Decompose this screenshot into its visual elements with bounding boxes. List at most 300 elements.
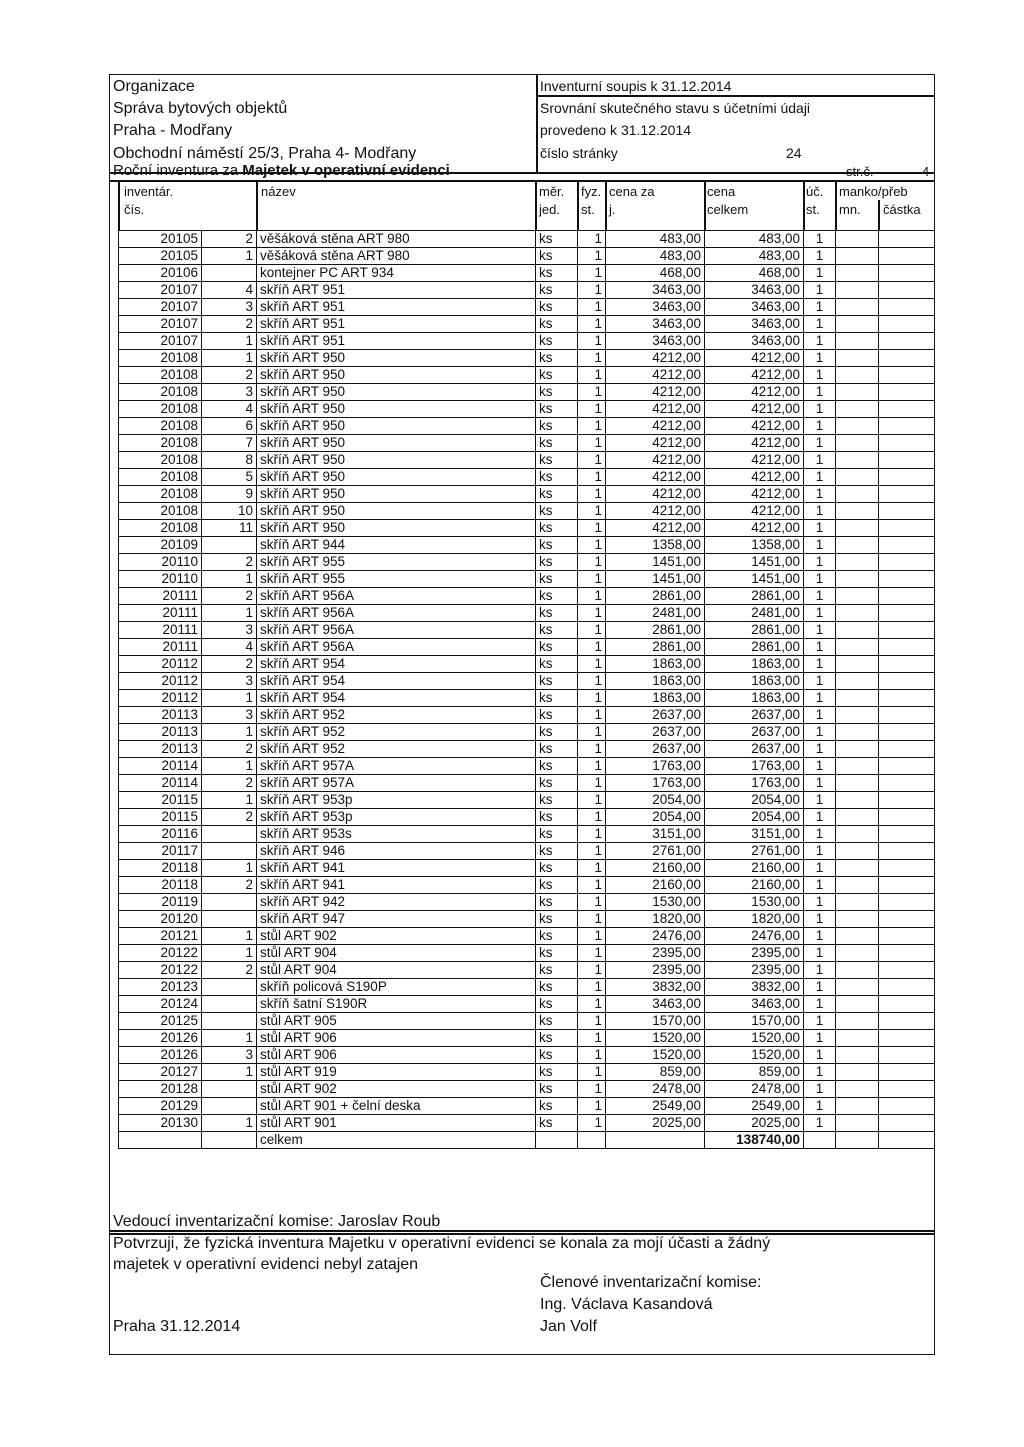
cell-price: 1763,00	[606, 758, 705, 775]
cell-qty: 1	[578, 894, 606, 911]
cell-price: 1820,00	[606, 911, 705, 928]
cell-total: 1570,00	[705, 1013, 804, 1030]
cell-unit: ks	[536, 384, 578, 401]
cell-price: 1863,00	[606, 673, 705, 690]
cell-sub: 9	[202, 486, 257, 503]
cell-inv: 20108	[119, 418, 202, 435]
cell-empty	[836, 775, 879, 792]
cell-empty	[879, 996, 935, 1013]
cell-price: 3463,00	[606, 333, 705, 350]
table-row	[119, 384, 935, 401]
cell-name: stůl ART 906	[257, 1030, 536, 1047]
cell-price: 1451,00	[606, 571, 705, 588]
cell-inv: 20112	[119, 673, 202, 690]
cell-qty: 1	[578, 486, 606, 503]
cell-uc: 1	[804, 588, 836, 605]
cell-price: 2861,00	[606, 588, 705, 605]
col-uc-st: st.	[806, 202, 820, 217]
hdr-sep-3	[535, 180, 537, 230]
confirm-line-1: Potvrzuji, že fyzická inventura Majetku v operativní evidenci se konala za mojí účasti a žádný	[113, 1235, 771, 1252]
cell-empty	[836, 588, 879, 605]
cell-unit: ks	[536, 690, 578, 707]
cell-price: 2761,00	[606, 843, 705, 860]
cell-uc: 1	[804, 741, 836, 758]
cell-price: 4212,00	[606, 401, 705, 418]
cell-total: 1451,00	[705, 571, 804, 588]
cell-inv: 20123	[119, 979, 202, 996]
cell-unit: ks	[536, 316, 578, 333]
cell-empty	[879, 248, 935, 265]
cell-empty	[879, 1081, 935, 1098]
table-row	[119, 843, 935, 860]
cell-qty: 1	[578, 843, 606, 860]
cell-unit: ks	[536, 809, 578, 826]
col-cena: cena	[707, 184, 736, 199]
cell-inv: 20110	[119, 554, 202, 571]
member-1: Ing. Václava Kasandová	[540, 1296, 713, 1313]
table-row	[119, 350, 935, 367]
cell-price: 4212,00	[606, 435, 705, 452]
cell-total: 2160,00	[705, 860, 804, 877]
table-row	[119, 452, 935, 469]
cell-inv: 20110	[119, 571, 202, 588]
cell-unit: ks	[536, 537, 578, 554]
table-row	[119, 1098, 935, 1115]
cell-empty	[836, 622, 879, 639]
cell-empty	[836, 758, 879, 775]
cell-qty: 1	[578, 877, 606, 894]
col-inventar: inventár.	[124, 184, 174, 199]
table-row	[119, 588, 935, 605]
cell-empty	[836, 316, 879, 333]
page-number: 24	[786, 145, 802, 161]
cell-inv: 20112	[119, 690, 202, 707]
cell-empty	[836, 1081, 879, 1098]
cell-unit: ks	[536, 843, 578, 860]
cell-total: 2481,00	[705, 605, 804, 622]
cell-empty	[879, 299, 935, 316]
table-row	[119, 299, 935, 316]
cell-empty	[879, 282, 935, 299]
cell-total: 468,00	[705, 265, 804, 282]
cell-unit: ks	[536, 962, 578, 979]
cell-empty	[879, 333, 935, 350]
cell-sub: 3	[202, 299, 257, 316]
cell-name: skříň ART 957A	[257, 775, 536, 792]
org-address: Obchodní náměstí 25/3, Praha 4- Modřany	[113, 145, 417, 162]
cell-price: 1530,00	[606, 894, 705, 911]
cell-unit: ks	[536, 775, 578, 792]
table-row	[119, 724, 935, 741]
table-row	[119, 962, 935, 979]
cell-sub: 1	[202, 860, 257, 877]
cell-empty	[879, 1047, 935, 1064]
cell-unit: ks	[536, 656, 578, 673]
cell-unit: ks	[536, 792, 578, 809]
cell-total: 1520,00	[705, 1030, 804, 1047]
table-row	[119, 979, 935, 996]
table-row	[119, 401, 935, 418]
table-row	[119, 809, 935, 826]
cell-qty: 1	[578, 537, 606, 554]
cell-uc: 1	[804, 333, 836, 350]
cell-total: 4212,00	[705, 486, 804, 503]
table-row	[119, 775, 935, 792]
cell-unit: ks	[536, 860, 578, 877]
cell-qty: 1	[578, 911, 606, 928]
table-row	[119, 333, 935, 350]
cell-uc: 1	[804, 945, 836, 962]
cell-uc: 1	[804, 962, 836, 979]
table-row	[119, 707, 935, 724]
cell-uc: 1	[804, 690, 836, 707]
cell-uc: 1	[804, 979, 836, 996]
cell-price: 2160,00	[606, 860, 705, 877]
cell-qty: 1	[578, 588, 606, 605]
cell-empty	[836, 299, 879, 316]
cell-qty: 1	[578, 639, 606, 656]
table-row	[119, 758, 935, 775]
cell-unit: ks	[536, 1030, 578, 1047]
cell-qty: 1	[578, 1098, 606, 1115]
cell-total: 2054,00	[705, 809, 804, 826]
cell-total: 1763,00	[705, 775, 804, 792]
cell-sub	[202, 826, 257, 843]
cell-qty: 1	[578, 554, 606, 571]
cell-price: 3151,00	[606, 826, 705, 843]
cell-unit: ks	[536, 571, 578, 588]
cell-uc: 1	[804, 401, 836, 418]
cell-price: 2637,00	[606, 707, 705, 724]
header-rule-top	[536, 95, 934, 97]
cell-total: 4212,00	[705, 401, 804, 418]
cell-uc: 1	[804, 911, 836, 928]
member-2: Jan Volf	[540, 1318, 597, 1335]
cell-uc: 1	[804, 809, 836, 826]
cell-name: skříň ART 941	[257, 877, 536, 894]
cell-name: skříň ART 956A	[257, 639, 536, 656]
cell-unit: ks	[536, 911, 578, 928]
cell-qty: 1	[578, 741, 606, 758]
cell-inv: 20111	[119, 605, 202, 622]
table-row	[119, 282, 935, 299]
cell-qty: 1	[578, 605, 606, 622]
cell-unit: ks	[536, 1064, 578, 1081]
cell-price: 3463,00	[606, 316, 705, 333]
cell-unit: ks	[536, 1047, 578, 1064]
cell-qty: 1	[578, 962, 606, 979]
cell-uc: 1	[804, 520, 836, 537]
cell-qty: 1	[578, 775, 606, 792]
cell-empty	[836, 860, 879, 877]
cell-sub: 2	[202, 367, 257, 384]
cell-uc: 1	[804, 860, 836, 877]
cell-sub: 5	[202, 469, 257, 486]
cell-sub: 1	[202, 928, 257, 945]
cell-inv: 20108	[119, 520, 202, 537]
cell-sub	[202, 537, 257, 554]
table-row	[119, 860, 935, 877]
cell-sub: 1	[202, 571, 257, 588]
cell-sub: 3	[202, 384, 257, 401]
cell-qty: 1	[578, 282, 606, 299]
cell-sub: 2	[202, 316, 257, 333]
cell-unit: ks	[536, 452, 578, 469]
cell-empty	[879, 1064, 935, 1081]
cell-qty: 1	[578, 231, 606, 248]
cell-name: skříň ART 955	[257, 554, 536, 571]
col-fyz: fyz.	[581, 184, 602, 199]
cell-inv: 20111	[119, 622, 202, 639]
cell-unit: ks	[536, 1115, 578, 1132]
cell-uc: 1	[804, 282, 836, 299]
cell-uc: 1	[804, 367, 836, 384]
cell-name: skříň ART 951	[257, 333, 536, 350]
cell-uc: 1	[804, 996, 836, 1013]
hdr-sep-7	[803, 180, 805, 230]
cell-empty	[836, 554, 879, 571]
cell-inv: 20130	[119, 1115, 202, 1132]
cell-name: stůl ART 902	[257, 1081, 536, 1098]
cell-empty	[879, 520, 935, 537]
table-row	[119, 486, 935, 503]
cell-unit: ks	[536, 435, 578, 452]
col-cis: čís.	[124, 202, 145, 217]
cell-price: 2476,00	[606, 928, 705, 945]
cell-unit: ks	[536, 826, 578, 843]
cell-empty	[836, 265, 879, 282]
cell-empty	[836, 962, 879, 979]
cell-unit: ks	[536, 877, 578, 894]
cell-empty	[836, 1064, 879, 1081]
cell-unit: ks	[536, 282, 578, 299]
cell-uc: 1	[804, 299, 836, 316]
cell-unit: ks	[536, 469, 578, 486]
cell-uc: 1	[804, 639, 836, 656]
cell-inv: 20107	[119, 282, 202, 299]
cell-name: skříň ART 950	[257, 486, 536, 503]
cell-sub	[202, 265, 257, 282]
cell-unit: ks	[536, 673, 578, 690]
cell-name: skříň ART 950	[257, 469, 536, 486]
annual-inventory-title	[113, 163, 450, 178]
table-row	[119, 996, 935, 1013]
cell-empty	[879, 571, 935, 588]
cell-name: skříň ART 950	[257, 520, 536, 537]
cell-empty	[836, 571, 879, 588]
table-row	[119, 1115, 935, 1132]
cell-price: 4212,00	[606, 384, 705, 401]
cell-uc: 1	[804, 1064, 836, 1081]
cell-unit: ks	[536, 333, 578, 350]
cell-total: 4212,00	[705, 367, 804, 384]
cell-qty: 1	[578, 809, 606, 826]
cell-inv: 20125	[119, 1013, 202, 1030]
cell-name: skříň ART 955	[257, 571, 536, 588]
cell-sub: 3	[202, 1047, 257, 1064]
hdr-sep-5	[605, 180, 607, 230]
cell-unit: ks	[536, 401, 578, 418]
table-row	[119, 435, 935, 452]
cell-sub: 2	[202, 809, 257, 826]
total-label: celkem	[257, 1132, 536, 1149]
cell-inv: 20108	[119, 367, 202, 384]
cell-empty	[836, 384, 879, 401]
annual-prefix: Roční inventura za	[113, 162, 243, 179]
inventory-compare: Srovnání skutečného stavu s účetními údaji	[540, 100, 811, 116]
cell-empty	[836, 1013, 879, 1030]
cell-inv: 20114	[119, 758, 202, 775]
cell-name: skříň ART 954	[257, 673, 536, 690]
cell-sub: 1	[202, 945, 257, 962]
cell-qty: 1	[578, 1081, 606, 1098]
cell-name: skříň ART 952	[257, 724, 536, 741]
cell-name: věšáková stěna ART 980	[257, 231, 536, 248]
cell-total: 3463,00	[705, 299, 804, 316]
cell-empty	[879, 1013, 935, 1030]
cell-uc: 1	[804, 1081, 836, 1098]
cell-empty	[836, 877, 879, 894]
cell-qty: 1	[578, 418, 606, 435]
cell-qty: 1	[578, 571, 606, 588]
cell-name: skříň ART 946	[257, 843, 536, 860]
cell-inv: 20120	[119, 911, 202, 928]
cell-sub: 1	[202, 724, 257, 741]
cell-empty	[879, 503, 935, 520]
cell-qty: 1	[578, 622, 606, 639]
cell-price: 1358,00	[606, 537, 705, 554]
org-name: Správa bytových objektů	[113, 100, 288, 117]
cell-sub: 4	[202, 639, 257, 656]
inventory-rows	[119, 231, 935, 1132]
cell-qty: 1	[578, 265, 606, 282]
table-row	[119, 316, 935, 333]
table-row	[119, 639, 935, 656]
cell-uc: 1	[804, 554, 836, 571]
cell-name: skříň ART 950	[257, 401, 536, 418]
cell-sub: 1	[202, 248, 257, 265]
table-row	[119, 1047, 935, 1064]
cell-qty: 1	[578, 1030, 606, 1047]
cell-inv: 20115	[119, 792, 202, 809]
confirm-line-2: majetek v operativní evidenci nebyl zatajen	[113, 1256, 419, 1273]
cell-unit: ks	[536, 265, 578, 282]
cell-total: 3151,00	[705, 826, 804, 843]
cell-inv: 20124	[119, 996, 202, 1013]
cell-price: 2861,00	[606, 639, 705, 656]
cell-empty	[836, 231, 879, 248]
cell-inv: 20129	[119, 1098, 202, 1115]
cell-empty	[879, 673, 935, 690]
cell-inv: 20113	[119, 724, 202, 741]
cell-total: 2476,00	[705, 928, 804, 945]
cell-name: skříň ART 952	[257, 741, 536, 758]
cell-inv: 20105	[119, 248, 202, 265]
cell-qty: 1	[578, 452, 606, 469]
cell-qty: 1	[578, 248, 606, 265]
cell-name: skříň ART 950	[257, 435, 536, 452]
table-row	[119, 571, 935, 588]
table-row	[119, 554, 935, 571]
cell-inv: 20112	[119, 656, 202, 673]
cell-unit: ks	[536, 350, 578, 367]
cell-empty	[836, 673, 879, 690]
cell-inv: 20105	[119, 231, 202, 248]
cell-name: skříň ART 953p	[257, 792, 536, 809]
cell-sub: 1	[202, 1115, 257, 1132]
cell-inv: 20127	[119, 1064, 202, 1081]
cell-total: 2395,00	[705, 945, 804, 962]
cell-empty	[879, 979, 935, 996]
cell-empty	[836, 724, 879, 741]
cell-name: skříň ART 944	[257, 537, 536, 554]
cell-total: 2054,00	[705, 792, 804, 809]
cell-name: skříň ART 952	[257, 707, 536, 724]
cell-unit: ks	[536, 996, 578, 1013]
cell-price: 483,00	[606, 248, 705, 265]
table-row	[119, 792, 935, 809]
cell-empty	[836, 367, 879, 384]
cell-name: skříň ART 951	[257, 282, 536, 299]
cell-total: 3463,00	[705, 333, 804, 350]
cell-uc: 1	[804, 418, 836, 435]
cell-qty: 1	[578, 860, 606, 877]
hdr-sep-8	[835, 180, 837, 230]
annual-bold: Majetek v operativní evidenci	[242, 162, 450, 179]
total-value: 138740,00	[705, 1132, 804, 1149]
cell-unit: ks	[536, 418, 578, 435]
cell-empty	[879, 554, 935, 571]
cell-uc: 1	[804, 758, 836, 775]
inventory-table	[118, 230, 935, 1149]
cell-inv: 20116	[119, 826, 202, 843]
cell-inv: 20107	[119, 299, 202, 316]
table-row	[119, 248, 935, 265]
cell-price: 2549,00	[606, 1098, 705, 1115]
total-empty-2	[202, 1132, 257, 1149]
table-row	[119, 1013, 935, 1030]
cell-total: 3832,00	[705, 979, 804, 996]
col-celkem: celkem	[707, 202, 749, 217]
cell-empty	[836, 792, 879, 809]
cell-uc: 1	[804, 435, 836, 452]
cell-empty	[879, 1115, 935, 1132]
cell-empty	[836, 894, 879, 911]
org-city: Praha - Modřany	[113, 122, 233, 139]
cell-qty: 1	[578, 367, 606, 384]
cell-empty	[836, 843, 879, 860]
cell-empty	[879, 316, 935, 333]
cell-empty	[836, 452, 879, 469]
cell-unit: ks	[536, 945, 578, 962]
table-row	[119, 418, 935, 435]
cell-inv: 20107	[119, 333, 202, 350]
cell-uc: 1	[804, 775, 836, 792]
total-empty-4	[578, 1132, 606, 1149]
cell-empty	[879, 418, 935, 435]
total-row	[119, 1132, 935, 1149]
cell-qty: 1	[578, 1115, 606, 1132]
cell-price: 1451,00	[606, 554, 705, 571]
cell-inv: 20126	[119, 1047, 202, 1064]
cell-empty	[879, 826, 935, 843]
cell-empty	[879, 894, 935, 911]
col-manko: manko/přeb	[839, 184, 908, 199]
table-row	[119, 1064, 935, 1081]
cell-qty: 1	[578, 435, 606, 452]
cell-sub: 1	[202, 690, 257, 707]
cell-uc: 1	[804, 826, 836, 843]
